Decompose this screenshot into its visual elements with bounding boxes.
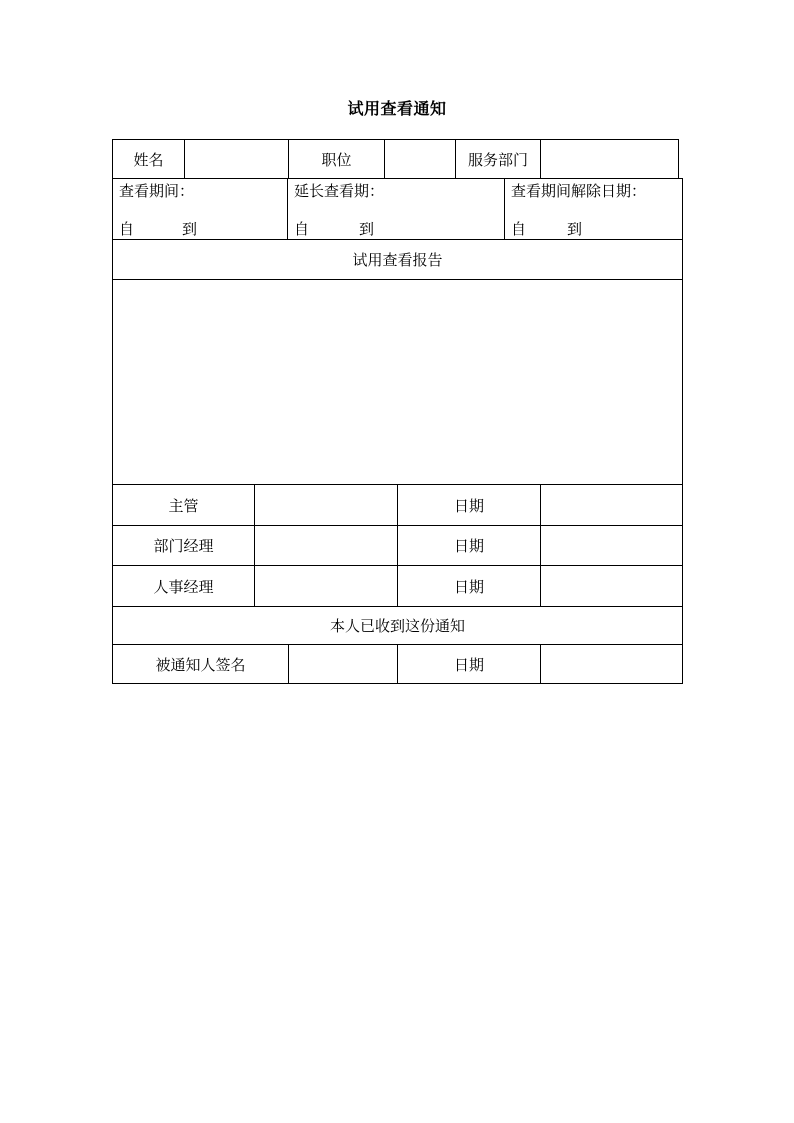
- release-date-from: 自: [511, 220, 527, 238]
- name-field[interactable]: [184, 139, 289, 179]
- supervisor-signature-field[interactable]: [254, 484, 398, 526]
- position-label: 职位: [288, 139, 385, 179]
- review-period-to: 到: [182, 220, 198, 238]
- hr-manager-signature-field[interactable]: [254, 565, 398, 607]
- position-field[interactable]: [384, 139, 456, 179]
- extended-period-label: 延长查看期：: [294, 182, 385, 200]
- signee-date-field[interactable]: [540, 644, 683, 684]
- extended-period-to: 到: [359, 220, 375, 238]
- hr-manager-date-field[interactable]: [540, 565, 683, 607]
- extended-period-from: 自: [294, 220, 310, 238]
- supervisor-label: 主管: [112, 484, 255, 526]
- release-date-to: 到: [567, 220, 583, 238]
- extended-period-cell[interactable]: [287, 178, 505, 240]
- department-label: 服务部门: [455, 139, 541, 179]
- dept-manager-date-label: 日期: [397, 525, 541, 566]
- supervisor-date-field[interactable]: [540, 484, 683, 526]
- report-body-area[interactable]: [112, 279, 683, 485]
- dept-manager-signature-field[interactable]: [254, 525, 398, 566]
- signee-label: 被通知人签名: [112, 644, 289, 684]
- review-period-cell[interactable]: [112, 178, 288, 240]
- department-field[interactable]: [540, 139, 679, 179]
- release-date-label: 查看期间解除日期：: [511, 182, 647, 200]
- supervisor-date-label: 日期: [397, 484, 541, 526]
- dept-manager-date-field[interactable]: [540, 525, 683, 566]
- dept-manager-label: 部门经理: [112, 525, 255, 566]
- report-heading: 试用查看报告: [112, 239, 683, 280]
- review-period-label: 查看期间：: [119, 182, 195, 200]
- release-date-cell[interactable]: [504, 178, 683, 240]
- acknowledgement-text: 本人已收到这份通知: [112, 606, 683, 645]
- page-title: 试用查看通知: [347, 99, 447, 118]
- name-label: 姓名: [112, 139, 185, 179]
- signee-date-label: 日期: [397, 644, 541, 684]
- signee-signature-field[interactable]: [288, 644, 398, 684]
- review-period-from: 自: [119, 220, 135, 238]
- hr-manager-date-label: 日期: [397, 565, 541, 607]
- hr-manager-label: 人事经理: [112, 565, 255, 607]
